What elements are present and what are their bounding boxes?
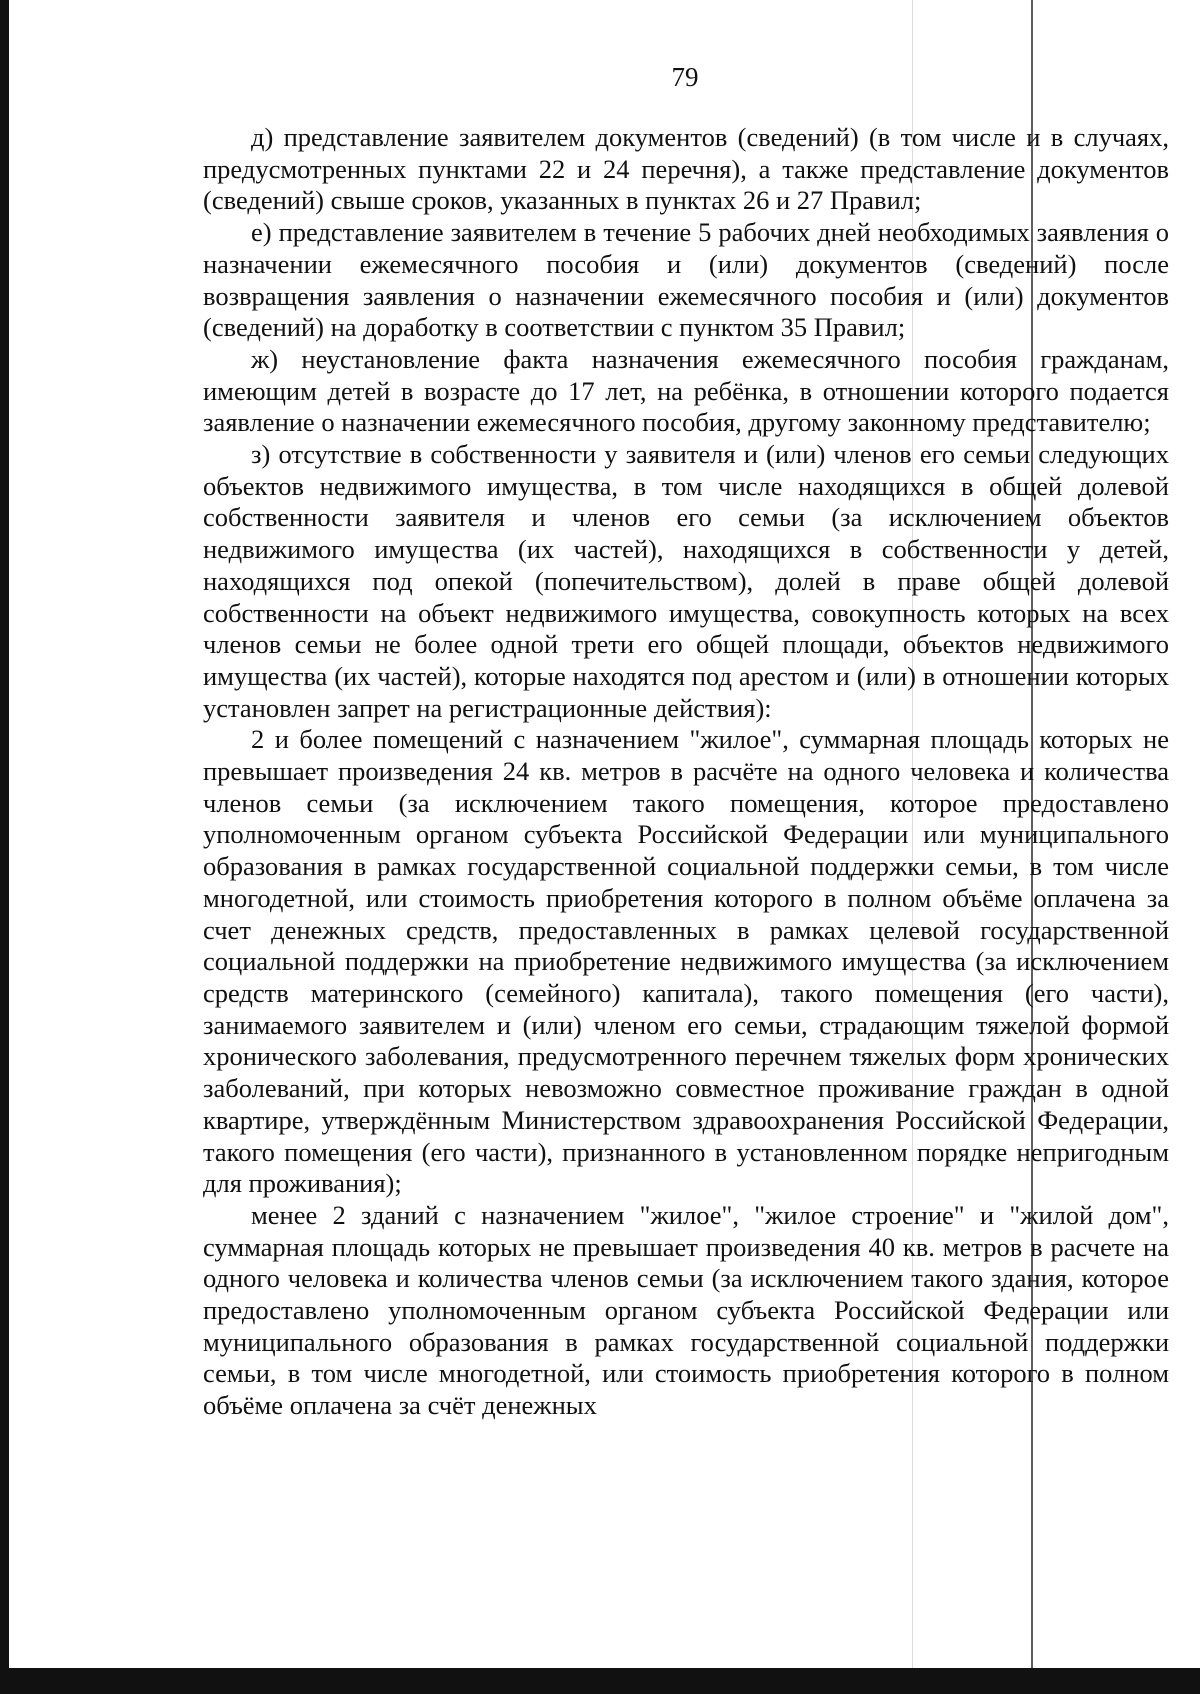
paragraph-zh: ж) неустановление факта назначения ежемесячного пособия гражданам, имеющим детей в возрасте до 17 лет, на ребёнка, в отношении которого подается заявление о назначении ежемесячного пособия, другому законному представителю; xyxy=(203,343,1169,438)
page-number: 79 xyxy=(671,62,699,92)
paragraph-premises: 2 и более помещений с назначением "жилое", суммарная площадь которых не превышает произведения 24 кв. метров в расчёте на одного человека и количества членов семьи (за исключением такого помещения, которое предоставлено уполномоченным органом субъекта Российской Федерации или муниципального образования в рамках государственной социальной поддержки семьи, в том числе многодетной, или стоимость приобретения которого в полном объёме оплачена за счет денежных средств, предоставленных в рамках целевой государственной социальной поддержки на приобретение недвижимого имущества (за исключением средств материнского (семейного) капитала), такого помещения (его части), занимаемого заявителем и (или) членом его семьи, страдающим тяжелой формой хронического заболевания, предусмотренного перечнем тяжелых форм хронических заболеваний, при которых невозможно совместное проживание граждан в одной квартире, утверждённым Министерством здравоохранения Российской Федерации, такого помещения (его части), признанного в установленном порядке непригодным для проживания); xyxy=(203,724,1169,1199)
scan-left-edge xyxy=(0,0,9,1694)
paragraph-z: з) отсутствие в собственности у заявителя и (или) членов его семьи следующих объектов недвижимого имущества, в том числе находящихся в общей долевой собственности заявителя и членов его семьи (за исключением объектов недвижимого имущества (их частей), находящихся в собственности у детей, находящихся под опекой (попечительством), долей в праве общей долевой собственности на объект недвижимого имущества, совокупность которых на всех членов семьи не более одной трети его общей площади, объектов недвижимого имущества (их частей), которые находятся под арестом и (или) в отношении которых установлен запрет на регистрационные действия): xyxy=(203,439,1169,723)
document-body xyxy=(203,122,1169,1422)
paragraph-e: е) представление заявителем в течение 5 рабочих дней необходимых заявления о назначении ежемесячного пособия и (или) документов (сведений) после возвращения заявления о назначении ежемесячного пособия и (или) документов (сведений) на доработку в соответствии с пунктом 35 Правил; xyxy=(203,217,1169,343)
paragraph-buildings: менее 2 зданий с назначением "жилое", "жилое строение" и "жилой дом", суммарная площадь которых не превышает произведения 40 кв. метров в расчете на одного человека и количества членов семьи (за исключением такого здания, которое предоставлено уполномоченным органом субъекта Российской Федерации или муниципального образования в рамках государственной социальной поддержки семьи, в том числе многодетной, или стоимость приобретения которого в полном объёме оплачена за счёт денежных xyxy=(203,1199,1169,1421)
paragraph-d: д) представление заявителем документов (сведений) (в том числе и в случаях, предусмотренных пунктами 22 и 24 перечня), а также представление документов (сведений) свыше сроков, указанных в пунктах 26 и 27 Правил; xyxy=(203,122,1169,216)
scan-bottom-edge xyxy=(0,1668,1200,1694)
